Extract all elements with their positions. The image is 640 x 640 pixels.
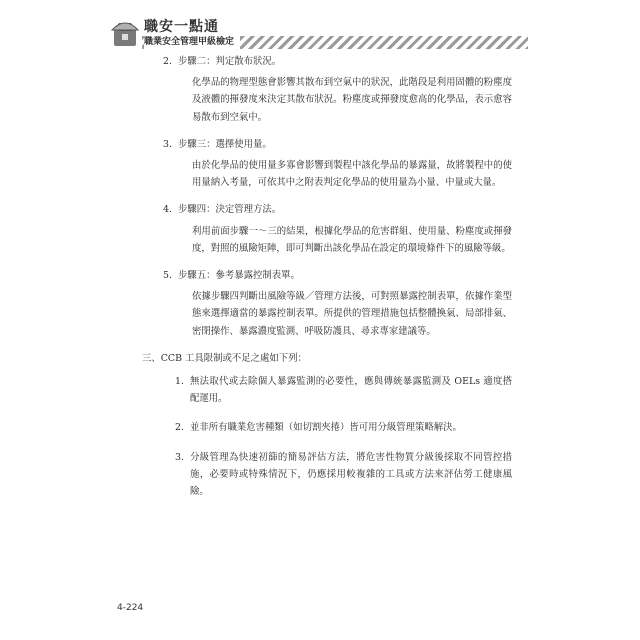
step-paragraph: 利用前面步驟一～三的結果，根據化學品的危害群組、使用量、粉塵度或揮發度，對照的風險矩陣，即可判斷出該化學品在設定的環境條件下的風險等級。 [192,225,512,254]
step-title [152,267,512,284]
step-title-text: 步驟五：參考暴露控制表單。 [178,270,300,282]
step-title [152,201,512,218]
step-paragraph: 化學品的物理型態會影響其散布到空氣中的狀況，此階段是利用固體的粉塵度及液體的揮發度來決定其散布狀況。粉塵度或揮發度愈高的化學品，表示愈容易散布到空氣中。 [192,77,512,123]
step-block [152,201,512,257]
list-item [152,419,512,436]
step-number: 4. [163,204,172,216]
item-text: 並非所有職業危害種類（如切割夾捲）皆可用分級管理策略解決。 [190,422,462,434]
helmet-logo-icon [108,14,142,48]
step-title-text: 步驟三：選擇使用量。 [178,138,272,150]
step-block [152,136,512,192]
item-text: 分級管理為快速初篩的簡易評估方法，將危害性物質分級後採取不同管控措施，必要時或特殊情況下，仍應採用較複雜的工具或方法來評估勞工健康風險。 [190,451,512,498]
step-number: 3. [163,138,172,150]
step-number: 5. [163,270,172,282]
item-number: 2. [175,422,184,434]
step-title [152,136,512,153]
brand-title: 職安一點通 [144,19,219,35]
list-item [152,373,512,407]
step-title-text: 步驟二：判定散布狀況。 [178,56,282,67]
list-item [152,449,512,501]
step-block [152,53,512,126]
page-header [108,14,528,50]
header-subtitle: 職業安全管理甲級檢定 [144,36,240,49]
step-title [152,53,512,70]
step-paragraph: 由於化學品的使用量多寡會影響到製程中該化學品的暴露量，故將製程中的使用量納入考量，可依其中之附表判定化學品的使用量為小量、中量或大量。 [192,160,512,189]
step-number: 2. [163,56,172,67]
step-block [152,267,512,340]
page-content [142,50,512,512]
page-number: 4-224 [117,603,144,613]
item-number: 1. [175,376,184,388]
item-text: 無法取代或去除個人暴露監測的必要性，應與傳統暴露監測及 OELs 適度搭配運用。 [190,376,512,405]
item-number: 3. [175,451,184,463]
step-paragraph: 依據步驟四判斷出風險等級／管理方法後，可對照暴露控制表單，依據作業型態來選擇適當的暴露控制表單。所提供的管理措施包括整體換氣、局部排氣、密閉操作、暴露濃度監測、呼吸防護具、尋求專家建議等。 [192,291,512,337]
section-heading: 三、CCB 工具限制或不足之處如下列： [142,352,307,364]
step-title-text: 步驟四：決定管理方法。 [178,204,282,216]
